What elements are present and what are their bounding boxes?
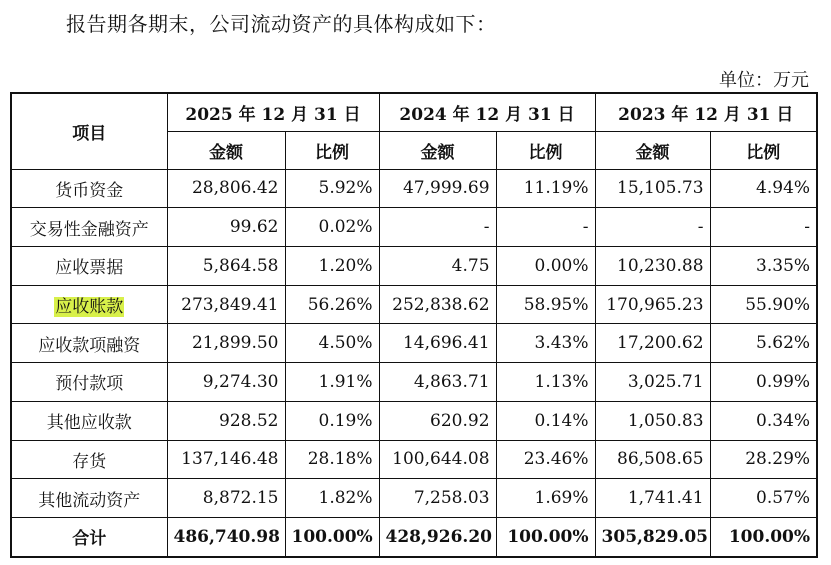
row-label: 其他应收款 xyxy=(11,401,167,440)
amount-cell: 428,926.20 xyxy=(379,517,496,557)
header-ratio: 比例 xyxy=(496,131,595,169)
amount-cell: 21,899.50 xyxy=(167,324,285,363)
row-label: 交易性金融资产 xyxy=(11,208,167,247)
amount-cell: 99.62 xyxy=(167,208,285,247)
ratio-cell: 0.57% xyxy=(710,479,817,518)
header-amount: 金额 xyxy=(167,131,285,169)
ratio-cell: 1.82% xyxy=(285,479,379,518)
amount-cell: 4.75 xyxy=(379,246,496,285)
amount-cell: 15,105.73 xyxy=(595,169,710,208)
row-label: 应收票据 xyxy=(11,246,167,285)
amount-cell: 3,025.71 xyxy=(595,363,710,402)
table-row xyxy=(11,285,817,324)
ratio-cell: 0.99% xyxy=(710,363,817,402)
table-row xyxy=(11,208,817,247)
row-label xyxy=(11,285,167,324)
amount-cell: 305,829.05 xyxy=(595,517,710,557)
ratio-cell: 11.19% xyxy=(496,169,595,208)
amount-cell: 8,872.15 xyxy=(167,479,285,518)
row-label: 预付款项 xyxy=(11,363,167,402)
table-row xyxy=(11,363,817,402)
amount-cell: 86,508.65 xyxy=(595,440,710,479)
amount-cell: 486,740.98 xyxy=(167,517,285,557)
amount-cell: 273,849.41 xyxy=(167,285,285,324)
amount-cell: 7,258.03 xyxy=(379,479,496,518)
row-label: 其他流动资产 xyxy=(11,479,167,518)
amount-cell: 17,200.62 xyxy=(595,324,710,363)
ratio-cell: 100.00% xyxy=(496,517,595,557)
header-ratio: 比例 xyxy=(710,131,817,169)
row-label: 应收款项融资 xyxy=(11,324,167,363)
amount-cell: - xyxy=(379,208,496,247)
amount-cell: 137,146.48 xyxy=(167,440,285,479)
ratio-cell: 58.95% xyxy=(496,285,595,324)
unit-label: 单位：万元 xyxy=(719,70,809,91)
ratio-cell: 0.00% xyxy=(496,246,595,285)
amount-cell: 5,864.58 xyxy=(167,246,285,285)
ratio-cell: 100.00% xyxy=(710,517,817,557)
current-assets-table xyxy=(10,92,818,558)
amount-cell: 47,999.69 xyxy=(379,169,496,208)
header-year-2024: 2024 年 12 月 31 日 xyxy=(379,93,595,131)
ratio-cell: 100.00% xyxy=(285,517,379,557)
table-row xyxy=(11,169,817,208)
amount-cell: 170,965.23 xyxy=(595,285,710,324)
ratio-cell: 0.14% xyxy=(496,401,595,440)
ratio-cell: 3.35% xyxy=(710,246,817,285)
header-ratio: 比例 xyxy=(285,131,379,169)
ratio-cell: 0.34% xyxy=(710,401,817,440)
ratio-cell: 55.90% xyxy=(710,285,817,324)
ratio-cell: 1.20% xyxy=(285,246,379,285)
ratio-cell: - xyxy=(710,208,817,247)
intro-text: 报告期各期末，公司流动资产的具体构成如下： xyxy=(66,12,497,36)
amount-cell: 28,806.42 xyxy=(167,169,285,208)
table-row xyxy=(11,401,817,440)
ratio-cell: 1.13% xyxy=(496,363,595,402)
table-row xyxy=(11,246,817,285)
highlighted-label: 应收账款 xyxy=(55,297,124,318)
amount-cell: 10,230.88 xyxy=(595,246,710,285)
total-row xyxy=(11,517,817,557)
ratio-cell: - xyxy=(496,208,595,247)
amount-cell: 9,274.30 xyxy=(167,363,285,402)
ratio-cell: 28.18% xyxy=(285,440,379,479)
ratio-cell: 1.69% xyxy=(496,479,595,518)
ratio-cell: 1.91% xyxy=(285,363,379,402)
row-label: 合计 xyxy=(11,517,167,557)
ratio-cell: 4.94% xyxy=(710,169,817,208)
ratio-cell: 23.46% xyxy=(496,440,595,479)
amount-cell: 1,050.83 xyxy=(595,401,710,440)
header-year-2023: 2023 年 12 月 31 日 xyxy=(595,93,817,131)
row-label: 货币资金 xyxy=(11,169,167,208)
amount-cell: 14,696.41 xyxy=(379,324,496,363)
amount-cell: 100,644.08 xyxy=(379,440,496,479)
amount-cell: 4,863.71 xyxy=(379,363,496,402)
table-row xyxy=(11,479,817,518)
ratio-cell: 4.50% xyxy=(285,324,379,363)
amount-cell: 620.92 xyxy=(379,401,496,440)
amount-cell: - xyxy=(595,208,710,247)
amount-cell: 252,838.62 xyxy=(379,285,496,324)
ratio-cell: 0.19% xyxy=(285,401,379,440)
ratio-cell: 3.43% xyxy=(496,324,595,363)
header-item: 项目 xyxy=(11,93,167,169)
amount-cell: 1,741.41 xyxy=(595,479,710,518)
row-label: 存货 xyxy=(11,440,167,479)
ratio-cell: 28.29% xyxy=(710,440,817,479)
table-body xyxy=(11,169,817,557)
header-year-2025: 2025 年 12 月 31 日 xyxy=(167,93,379,131)
amount-cell: 928.52 xyxy=(167,401,285,440)
ratio-cell: 0.02% xyxy=(285,208,379,247)
table-row xyxy=(11,440,817,479)
header-amount: 金额 xyxy=(595,131,710,169)
header-amount: 金额 xyxy=(379,131,496,169)
table-row xyxy=(11,324,817,363)
ratio-cell: 56.26% xyxy=(285,285,379,324)
ratio-cell: 5.92% xyxy=(285,169,379,208)
ratio-cell: 5.62% xyxy=(710,324,817,363)
